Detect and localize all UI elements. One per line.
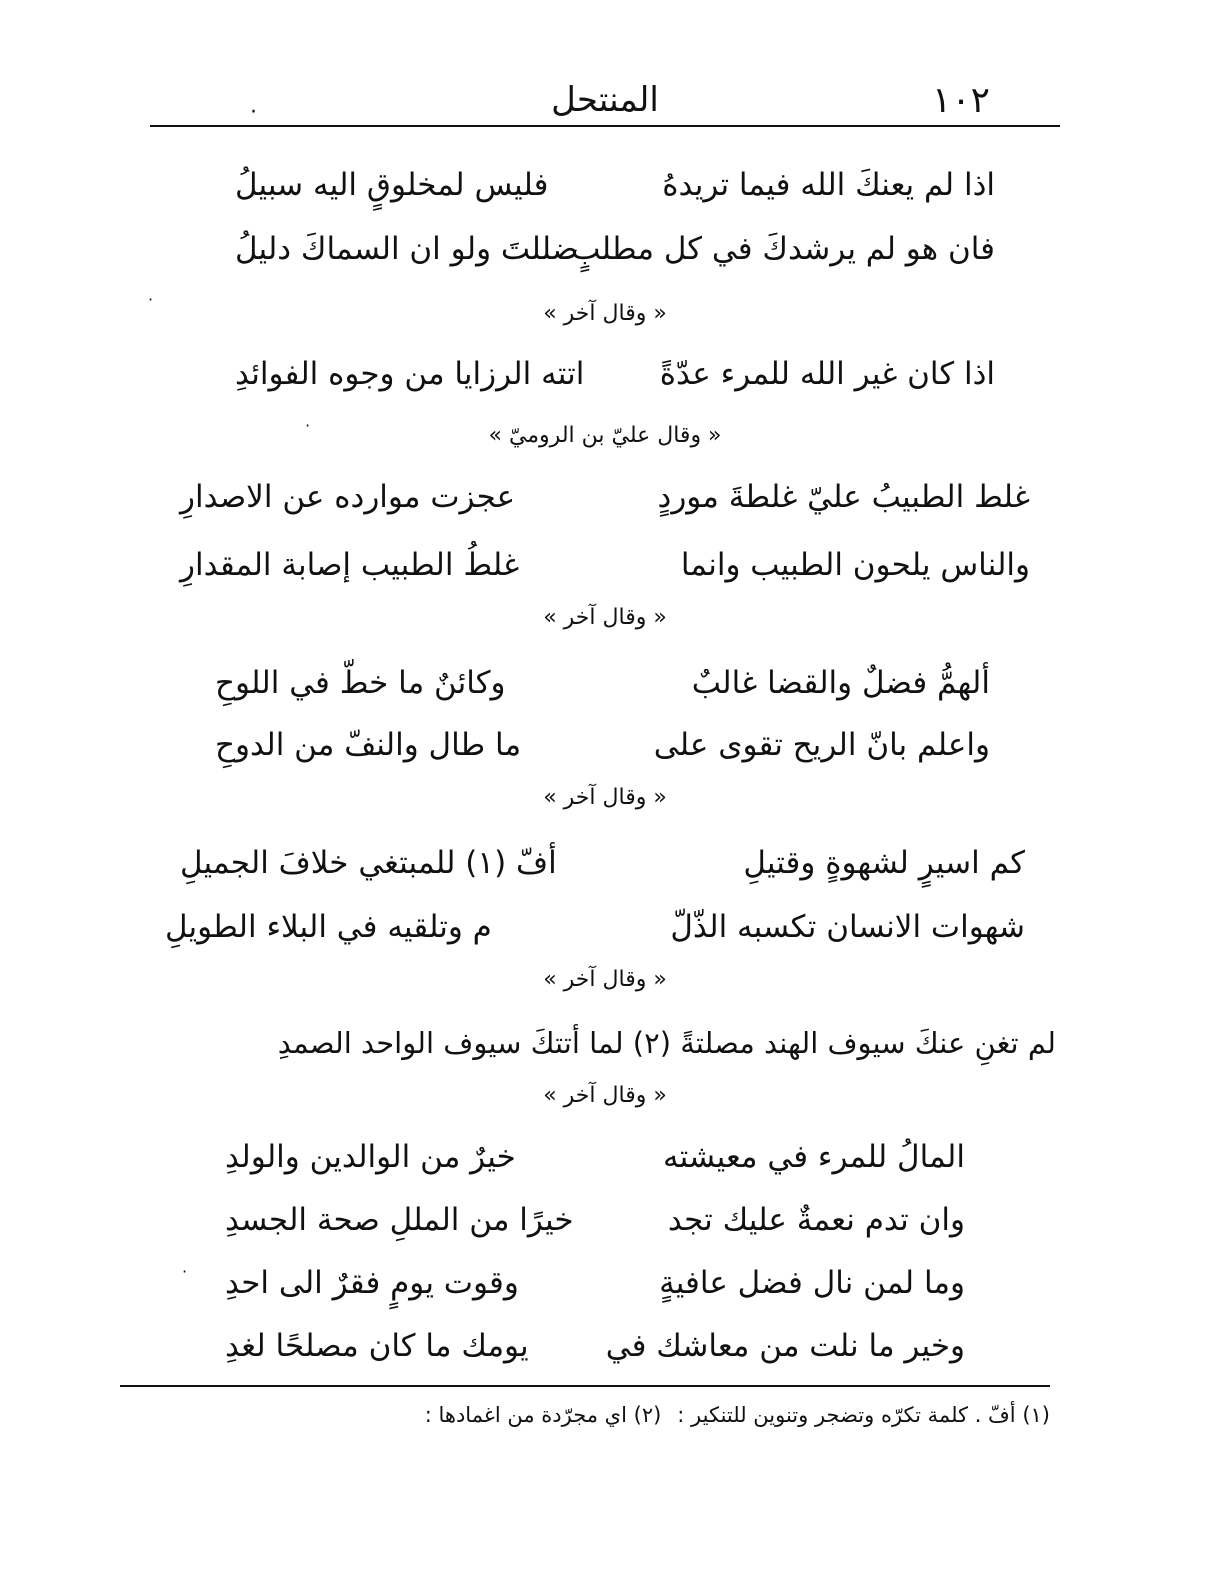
verse-line <box>225 1256 965 1310</box>
section-heading: « وقال آخر » <box>543 785 667 810</box>
verse-line <box>180 538 1030 592</box>
hemistich-second: خيرٌ من الوالدين والولدِ <box>225 1139 516 1175</box>
stray-mark: · <box>148 290 154 309</box>
verse-line <box>235 158 995 212</box>
hemistich-first: فان هو لم يرشدكَ في كل مطلبٍ <box>571 231 995 267</box>
hemistich-second: عجزت موارده عن الاصدارِ <box>180 479 516 515</box>
hemistich-second: وكائنٌ ما خطّ في اللوحِ <box>215 665 506 701</box>
hemistich-first: وان تدم نعمةٌ عليك تجد <box>667 1202 965 1238</box>
hemistich-first: شهوات الانسان تكسبه الذّلّ <box>670 909 1025 945</box>
header-rule <box>150 125 1060 127</box>
verse-line <box>225 1130 965 1184</box>
verse-line-single: لم تغنِ عنكَ سيوف الهند مصلتةً (٢) لما أتتكَ سيوف الواحد الصمدِ <box>277 1026 1056 1060</box>
footnotes <box>120 1395 1050 1435</box>
verse-line <box>225 1319 965 1373</box>
verse-line <box>225 1193 965 1247</box>
hemistich-first: كم اسيرٍ لشهوةٍ وقتيلِ <box>743 845 1025 881</box>
verse-line <box>215 718 990 772</box>
hemistich-second: يومك ما كان مصلحًا لغدِ <box>225 1328 529 1364</box>
section-heading: « وقال عليّ بن الروميّ » <box>488 423 722 448</box>
hemistich-second: ضللتَ ولو ان السماكَ دليلُ <box>235 231 579 267</box>
hemistich-first: والناس يلحون الطبيب وانما <box>680 547 1030 583</box>
hemistich-first: واعلم بانّ الريح تقوى على <box>653 727 990 763</box>
hemistich-first: وخير ما نلت من معاشك في <box>605 1328 965 1364</box>
footnote-1: (١) أفّ . كلمة تكرّه وتضجر وتنوين للتنكير : <box>677 1403 1050 1427</box>
hemistich-second: أفّ (١) للمبتغي خلافَ الجميلِ <box>180 845 557 881</box>
hemistich-second: خيرًا من المللِ صحة الجسدِ <box>225 1202 574 1238</box>
section-heading: « وقال آخر » <box>543 301 667 326</box>
hemistich-second: فليس لمخلوقٍ اليه سبيلُ <box>235 167 549 203</box>
hemistich-second: غلطُ الطبيب إصابة المقدارِ <box>180 547 520 583</box>
verse-line <box>235 347 995 401</box>
hemistich-second: اتته الرزايا من وجوه الفوائدِ <box>235 356 585 392</box>
hemistich-second: ما طال والنفّ من الدوحِ <box>215 727 522 763</box>
verse-line <box>215 656 990 710</box>
hemistich-first: غلط الطبيبُ عليّ غلطةَ موردٍ <box>657 479 1030 515</box>
section-heading: « وقال آخر » <box>543 605 667 630</box>
footnote-rule <box>120 1385 1050 1387</box>
verse-line <box>235 222 995 276</box>
stray-mark: · <box>250 100 257 125</box>
running-title: المنتحل <box>551 80 659 120</box>
hemistich-first: وما لمن نال فضل عافيةٍ <box>659 1265 965 1301</box>
stray-mark: · <box>182 1262 188 1281</box>
footnote-2: (٢) اي مجرّدة من اغمادها : <box>424 1403 662 1427</box>
hemistich-first: اذا كان غير الله للمرء عدّةً <box>659 356 995 392</box>
hemistich-first: المالُ للمرء في معيشته <box>662 1139 965 1175</box>
section-heading: « وقال آخر » <box>543 967 667 992</box>
hemistich-second: م وتلقيه في البلاء الطويلِ <box>165 909 492 945</box>
verse-line <box>165 900 1025 954</box>
verse-line <box>180 470 1030 524</box>
stray-mark: · <box>305 416 311 435</box>
hemistich-first: اذا لم يعنكَ الله فيما تريدهُ <box>662 167 995 203</box>
hemistich-first: ألهمُّ فضلٌ والقضا غالبٌ <box>691 665 990 701</box>
page-header <box>150 80 1060 130</box>
verse-line <box>180 836 1025 890</box>
hemistich-second: وقوت يومٍ فقرٌ الى احدِ <box>225 1265 519 1301</box>
page-number: ١٠٢ <box>931 80 990 121</box>
section-heading: « وقال آخر » <box>543 1083 667 1108</box>
